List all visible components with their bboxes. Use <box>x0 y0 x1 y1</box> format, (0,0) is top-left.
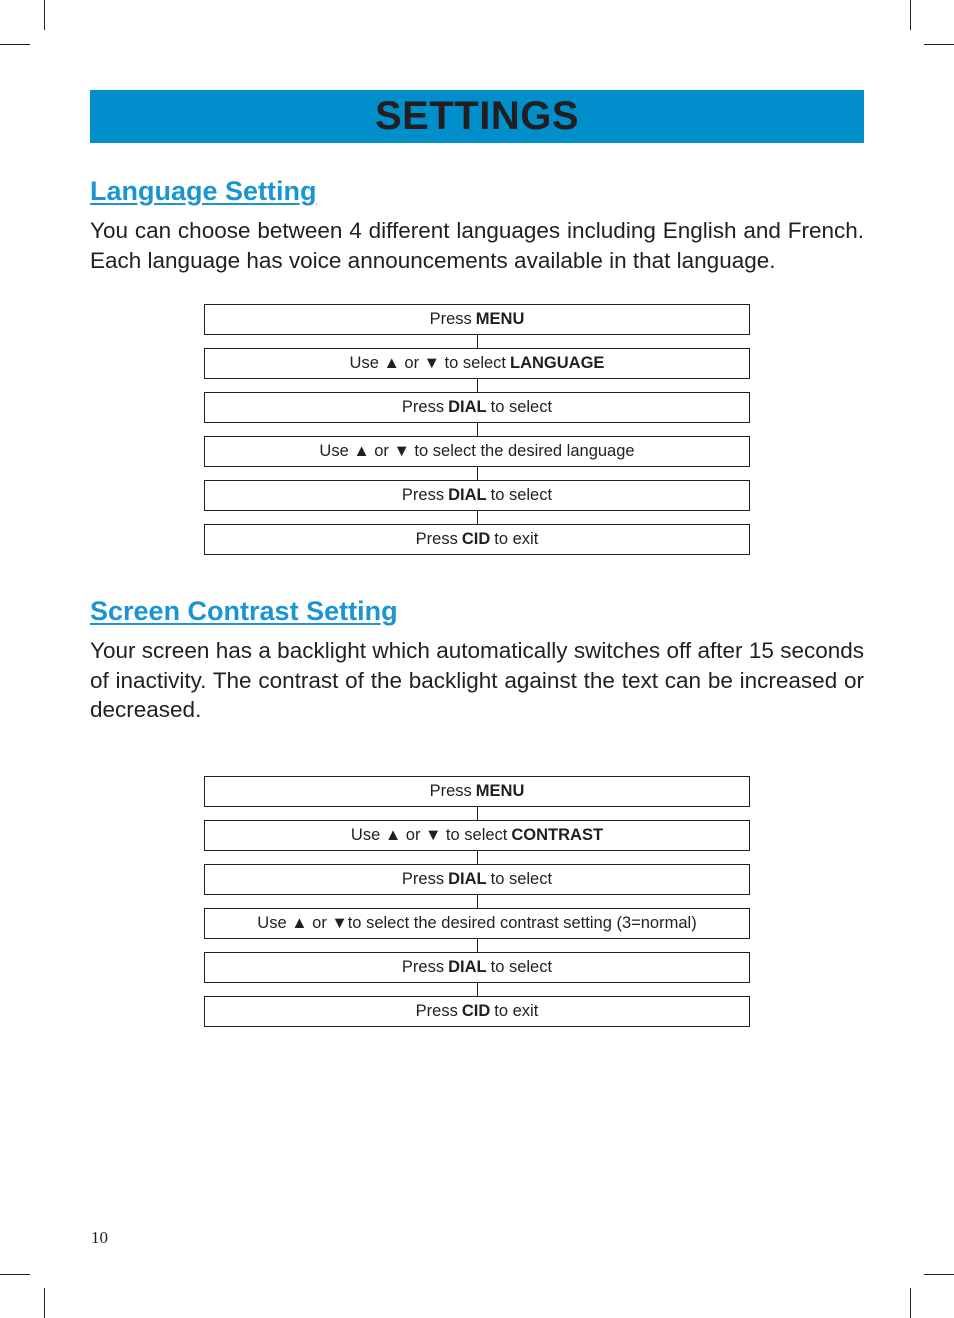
flow-connector <box>477 423 478 436</box>
flow-step-key: CONTRAST <box>511 826 604 844</box>
contrast-steps-flowchart <box>204 776 750 1027</box>
flow-step <box>204 436 750 467</box>
flow-step-key: DIAL <box>448 958 487 976</box>
flow-step-key: CID <box>461 530 491 548</box>
flow-step-text: to exit <box>494 1002 539 1020</box>
flow-step-text: to select <box>490 486 553 504</box>
flow-step-key: MENU <box>475 782 525 800</box>
flow-step-text: Use ▲ or ▼to select the desired contrast setting (3=normal) <box>257 914 697 932</box>
flow-step-text: Press <box>429 782 472 800</box>
flow-step-key: MENU <box>475 310 525 328</box>
crop-mark <box>924 44 954 45</box>
flow-connector <box>477 335 478 348</box>
flow-step <box>204 348 750 379</box>
flow-step <box>204 524 750 555</box>
language-setting-text: You can choose between 4 different languages including English and French. Each language has voice announcements available in that language. <box>90 218 864 273</box>
flow-step <box>204 304 750 335</box>
flow-step-text: Use ▲ or ▼ to select the desired language <box>319 442 635 460</box>
flow-connector <box>477 895 478 908</box>
flow-step <box>204 864 750 895</box>
flow-step <box>204 996 750 1027</box>
flow-step-text: Press <box>415 1002 458 1020</box>
flow-step-text: to exit <box>494 530 539 548</box>
flow-step-text: Press <box>415 530 458 548</box>
crop-mark <box>44 1288 45 1318</box>
contrast-setting-heading: Screen Contrast Setting <box>90 596 398 626</box>
page-number: 10 <box>91 1228 108 1247</box>
crop-mark <box>924 1274 954 1275</box>
language-setting-heading: Language Setting <box>90 176 317 206</box>
flow-step-text: Use ▲ or ▼ to select <box>350 826 508 844</box>
flow-step-key: DIAL <box>448 486 487 504</box>
page-title: SETTINGS <box>374 94 580 138</box>
flow-step-text: Press <box>401 486 445 504</box>
page-header-banner <box>90 90 864 143</box>
flow-connector <box>477 379 478 392</box>
contrast-setting-text: Your screen has a backlight which automatically switches off after 15 seconds of inactivity. The contrast of the backlight against the text can be increased or decreased. <box>90 638 864 722</box>
crop-mark <box>910 1288 911 1318</box>
crop-mark <box>0 1274 30 1275</box>
flow-step-key: DIAL <box>448 870 487 888</box>
language-steps-flowchart <box>204 304 750 555</box>
flow-step-text: Press <box>401 958 445 976</box>
flow-step-text: to select <box>490 870 553 888</box>
flow-step-text: Press <box>429 310 472 328</box>
flow-step-text: to select <box>490 958 553 976</box>
flow-connector <box>477 983 478 996</box>
flow-step <box>204 776 750 807</box>
flow-step <box>204 908 750 939</box>
flow-connector <box>477 939 478 952</box>
flow-step <box>204 392 750 423</box>
flow-connector <box>477 807 478 820</box>
flow-step-key: CID <box>461 1002 491 1020</box>
flow-connector <box>477 467 478 480</box>
flow-step-text: Use ▲ or ▼ to select <box>349 354 507 372</box>
flow-step-text: to select <box>490 398 553 416</box>
crop-mark <box>44 0 45 30</box>
flow-step <box>204 820 750 851</box>
flow-step-key: DIAL <box>448 398 487 416</box>
flow-step <box>204 952 750 983</box>
flow-step-key: LANGUAGE <box>510 354 605 372</box>
flow-step-text: Press <box>401 870 445 888</box>
crop-mark <box>0 44 30 45</box>
flow-step <box>204 480 750 511</box>
flow-connector <box>477 511 478 524</box>
crop-mark <box>910 0 911 30</box>
flow-connector <box>477 851 478 864</box>
flow-step-text: Press <box>401 398 445 416</box>
